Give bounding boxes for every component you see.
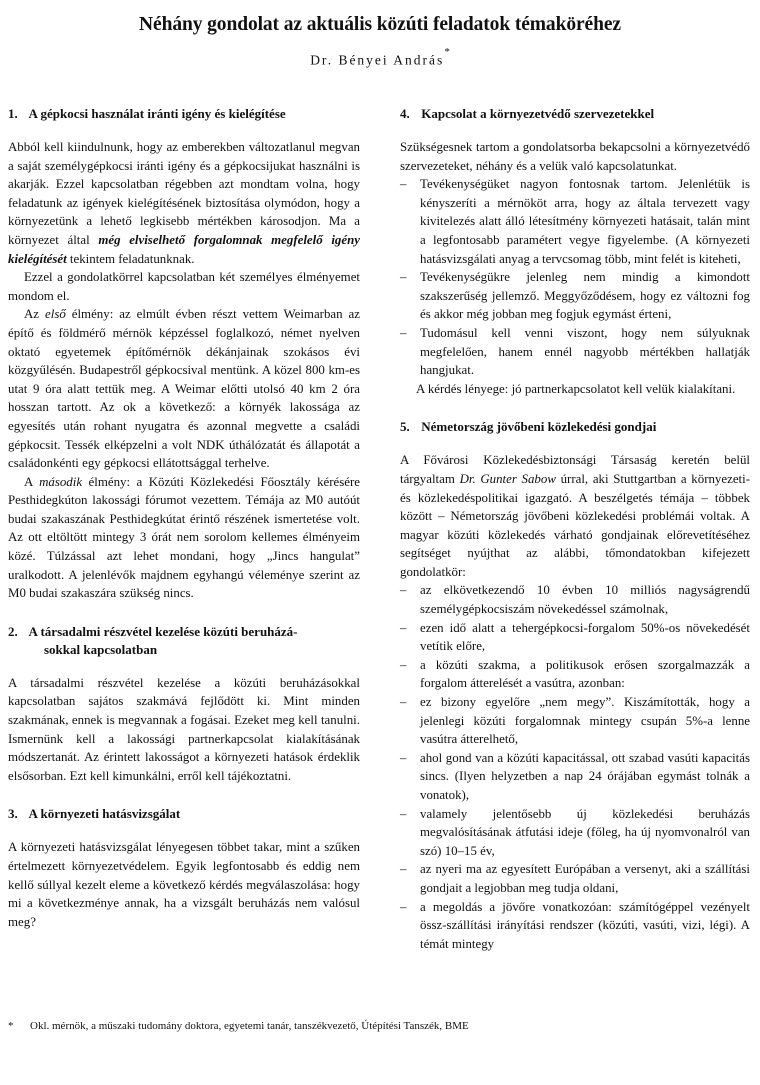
emphasis-text: Dr. Gunter Sabow <box>459 471 556 486</box>
section-title: Kapcsolat a környezetvédő szervezetekkel <box>421 106 655 121</box>
author-footnote-mark[interactable]: * <box>444 46 450 58</box>
list-item: – az nyeri ma az egyesített Európában a versenyt, aki a szállítási gondjait a legjobban meg tudja oldani, <box>400 860 750 897</box>
text-run: A <box>24 474 40 489</box>
paragraph <box>8 305 360 472</box>
article-title: Néhány gondolat az aktuális közúti feladatok témaköréhez <box>139 14 621 35</box>
list-item: – az elkövetkezendő 10 évben 10 milliós nagyságrendű személygépkocsiszám növekedéssel számolnak, <box>400 581 750 618</box>
footnote-text: Okl. mérnök, a műszaki tudomány doktora, egyetemi tanár, tanszékvezető, Útépítési Tanszék, BME <box>30 1020 469 1032</box>
text-run: úrral, aki Stuttgartban a környezeti- és közlekedéspolitikai igazgató. A beszélgetés témája – többek között – Németország jövőbeni közlekedési problémái voltak. A magyar közúti közlekedés várható gondjainak előrevetítéséhez segítséget nyújthat az alábbi, tőmondatokban kifejezett gondolatkör: <box>400 471 750 579</box>
section-1-heading <box>8 105 360 123</box>
emphasis-text: első <box>45 307 66 322</box>
section-number: 5. <box>400 419 410 435</box>
list-item: – valamely jelentősebb új közlekedési beruházás megvalósításának átfutási ideje (főleg, ha új nyomvonalról van szó) 10–15 év, <box>400 805 750 861</box>
list-item: – Tevékenységükre jelenleg nem mindig a kimondott szakszerűség jellemző. Meggyőződésem, hogy ez változni fog és akkor még jobban meg fogjuk egymást érteni, <box>400 268 750 324</box>
section-2-heading <box>8 623 360 659</box>
paragraph <box>8 473 360 603</box>
paragraph: A társadalmi részvétel kezelése a közúti beruházásokkal kapcsolatban sajátos szakmává fejlődött ki. Mint minden szakmának, ennek is megvannak a fogásai. Ezeket meg kell tanulni. Ismernünk kell a lakossági partnerkapcsolat kialakításának módszertanát. Az érintett lakosságot a környezeti hatások érdeklik elsősorban. Ezt kell kimunkálni, erről kell tájékoztatni. <box>8 675 360 783</box>
paragraph <box>400 451 750 581</box>
paragraph: A kérdés lényege: jó partnerkapcsolatot kell velük kialakítani. <box>416 381 736 396</box>
right-column <box>400 105 750 973</box>
paragraph: Szükségesnek tartom a gondolatsorba bekapcsolni a környezetvédő szervezeteket, néhány és a velük való kapcsolatunkat. <box>400 140 750 173</box>
paragraph: Ezzel a gondolatkörrel kapcsolatban két személyes élményemet mondom el. <box>8 270 360 303</box>
section-number: 2. <box>8 623 18 639</box>
emphasis-text: második <box>39 474 83 489</box>
paragraph: A környezeti hatásvizsgálat lényegesen többet takar, mint a szűken értelmezett környezetvédelem. Egyik legfontosabb és eddig nem kellő súllyal kezelt eleme a következő kérdés megválaszolása: hogy mi a következménye annak, ha a vizsgált beruházás nem valósul meg? <box>8 840 360 929</box>
list-item: – a megoldás a jövőre vonatkozóan: számítógéppel vezényelt össz-szállítási irányítási rendszer (közúti, vasúti, vizi, légi). A témát mintegy <box>400 898 750 954</box>
section-number: 1. <box>8 106 18 121</box>
text-run: élmény: a Közúti Közlekedési Főosztály kérésére Pesthidegkúton lakossági fórumot vezettem. Témája az M0 autóút budai szakaszának Pesthidegkútat érintő részének ismertetése volt. Az ott eltöltött mintegy 3 órát nem sorolom kellemes élményeim közé. Túlzással azt lehet mondani, hogy „Jincs hangulat” uralkodott. A jelenlévők majdnem egyhangú véleménye szerint az M0 budai szakaszára szükség nincs. <box>8 474 360 601</box>
section-2 <box>8 623 360 786</box>
section-title: A társadalmi részvétel kezelése közúti beruházá- <box>28 623 298 639</box>
list-item: – Tevékenységüket nagyon fontosnak tartom. Jelenlétük is kényszeríti a mérnököt arra, hogy az általa tervezett vagy kivitelezés alatt álló létesítmény környezeti hatásait, talán mint a legfontosabb paramétert vegye figyelembe. (A környezeti hatásvizsgálati anyag a tervcsomag több, mint felét is kiteheti, <box>400 175 750 268</box>
list-item: – a közúti szakma, a politikusok erősen szorgalmazzák a forgalom átterelését a vasútra, azonban: <box>400 656 750 693</box>
section-3-heading <box>8 805 360 823</box>
text-run: Az <box>24 307 46 322</box>
section-4 <box>400 105 750 398</box>
text-run: tekintem feladatunknak. <box>66 251 195 266</box>
section-title: Németország jövőbeni közlekedési gondjai <box>421 419 657 435</box>
footnote <box>8 1019 748 1033</box>
section-5-heading <box>400 418 750 436</box>
text-run: élmény: az elmúlt évben részt vettem Weimarban az építő és földmérő mérnök képzéssel foglalkozó, német nyelven oktató egyetemek építőmérnök dékánjainak szokásos évi közgyűlésén. Budapestről gépkocsival mentünk. A közel 800 km-es utat 9 óra alatt tettük meg. A Weimar előtti utolsó 40 km 2 óra hosszan tartott. Az ok a következő: a környék lakossága az egyesítés után rohant nyugatra és azonnal megvette a családi gépkocsit. Tessék elképzelni a volt NDK úthálózatát és állapotát a családonkénti egy gépkocsi ellátottsággal terhelve. <box>8 307 360 471</box>
left-column <box>8 105 360 951</box>
text-run: Abból kell kiindulnunk, hogy az emberekben változatlanul megvan a saját személygépkocsi iránti igény és a gépkocsijukat használni is akarják. Ezzel kapcsolatban régebben azt mondtam volna, hogy feladatunk az igények kielégítésének biztosítása olymódon, hogy a környezetünk a lehető legkisebb mértékben károsodjon. Ma a környezet által <box>8 140 360 247</box>
emphasis-text: még elviselhető forgalomnak megfelelő igény kielégítését <box>8 232 360 266</box>
dash-list <box>400 175 750 380</box>
section-number: 4. <box>400 106 410 121</box>
section-4-heading <box>400 105 750 123</box>
dash-list <box>400 581 750 953</box>
section-title: A gépkocsi használat iránti igény és kielégítése <box>28 106 286 121</box>
paragraph <box>8 138 360 268</box>
list-item: – ezen idő alatt a tehergépkocsi-forgalom 50%-os növekedését vetítik előre, <box>400 619 750 656</box>
section-number: 3. <box>8 806 18 822</box>
section-5 <box>400 418 750 953</box>
author-line <box>0 46 760 69</box>
section-title: A környezeti hatásvizsgálat <box>28 806 181 822</box>
text-run: A Fővárosi Közlekedésbiztonsági Társaság keretén belül tárgyaltam <box>400 453 750 486</box>
list-item: – Tudomásul kell venni viszont, hogy nem súlyuknak megfelelően, hanem ennél nagyobb mértékben hallatják hangjukat. <box>400 324 750 380</box>
footnote-mark: * <box>8 1020 14 1032</box>
list-item: – ez bizony egyelőre „nem megy”. Kiszámították, hogy a jelenlegi közúti forgalomnak mintegy csupán 5%-a lenne vasútra átterelhető, <box>400 693 750 749</box>
section-1 <box>8 105 360 603</box>
author-name: Dr. Bényei András <box>310 52 445 68</box>
list-item: – ahol gond van a közúti kapacitással, ott szabad vasúti kapacitás sincs. (Ilyen helyzetben a nap 24 órájában egymást tolnák a vonatok), <box>400 749 750 805</box>
section-title-continued: sokkal kapcsolatban <box>44 641 158 657</box>
section-3 <box>8 805 360 931</box>
